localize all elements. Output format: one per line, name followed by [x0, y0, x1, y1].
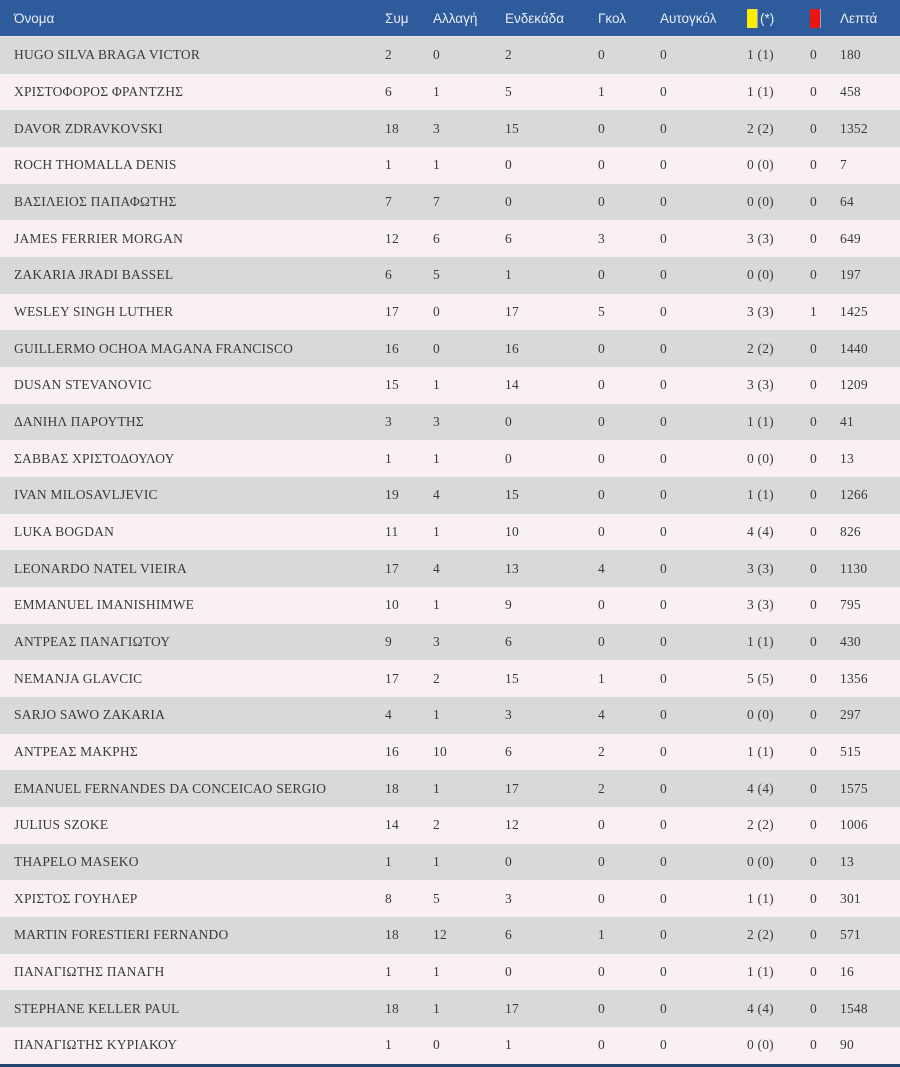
player-name: THAPELO MASEKO	[14, 854, 139, 870]
minutes-value: 430	[840, 634, 861, 650]
player-name: SARJO SAWO ZAKARIA	[14, 707, 166, 723]
appearances-value: 14	[385, 817, 399, 833]
substitution-value: 5	[433, 890, 440, 906]
substitution-value: 3	[433, 120, 440, 136]
substitution-value: 1	[433, 854, 440, 870]
starting-xi-value: 17	[505, 780, 519, 796]
player-name: ΧΡΙΣΤΟΦΟΡΟΣ ΦΡΑΝΤΖΗΣ	[14, 84, 184, 99]
table-row	[0, 770, 900, 807]
player-name: MARTIN FORESTIERI FERNANDO	[14, 927, 229, 943]
table-body	[0, 37, 900, 1064]
substitution-value: 1	[433, 1000, 440, 1016]
starting-xi-value: 15	[505, 120, 519, 136]
minutes-value: 795	[840, 597, 861, 613]
yellow-cards-value: 2 (2)	[747, 927, 774, 943]
minutes-value: 1425	[840, 304, 868, 320]
red-cards-value: 0	[810, 1037, 817, 1053]
minutes-value: 571	[840, 927, 861, 943]
column-header-autogkol: Αυτογκόλ	[660, 10, 717, 26]
player-name: JAMES FERRIER MORGAN	[14, 230, 184, 246]
column-header-yellow-cards	[747, 9, 810, 28]
yellow-cards-value: 1 (1)	[747, 744, 774, 760]
substitution-value: 1	[433, 157, 440, 173]
own-goals-value: 0	[660, 120, 667, 136]
own-goals-value: 0	[660, 230, 667, 246]
column-header-sym: Συμ	[385, 10, 409, 26]
substitution-value: 2	[433, 817, 440, 833]
minutes-value: 458	[840, 84, 861, 99]
yellow-cards-value: 3 (3)	[747, 230, 774, 246]
goals-value: 0	[598, 194, 605, 210]
own-goals-value: 0	[660, 670, 667, 686]
player-name: LUKA BOGDAN	[14, 524, 115, 540]
starting-xi-value: 14	[505, 377, 519, 393]
yellow-cards-value: 0 (0)	[747, 707, 774, 723]
goals-value: 4	[598, 560, 605, 576]
starting-xi-value: 0	[505, 964, 512, 980]
yellow-cards-value: 3 (3)	[747, 560, 774, 576]
minutes-value: 64	[840, 194, 854, 210]
own-goals-value: 0	[660, 780, 667, 796]
yellow-cards-value: 0 (0)	[747, 194, 774, 210]
substitution-value: 1	[433, 964, 440, 980]
column-header-allagi: Αλλαγή	[433, 10, 478, 26]
red-cards-value: 0	[810, 524, 817, 540]
red-cards-value: 0	[810, 84, 817, 99]
player-name: EMMANUEL IMANISHIMWE	[14, 597, 195, 613]
player-name: ΧΡΙΣΤΟΣ ΓΟΥΗΛΕΡ	[14, 890, 138, 906]
minutes-value: 826	[840, 524, 861, 540]
player-name: ZAKARIA JRADI BASSEL	[14, 267, 174, 283]
goals-value: 0	[598, 524, 605, 540]
table-row	[0, 220, 900, 257]
appearances-value: 7	[385, 194, 392, 210]
substitution-value: 1	[433, 780, 440, 796]
minutes-value: 649	[840, 230, 861, 246]
minutes-value: 1352	[840, 120, 868, 136]
yellow-cards-value: 3 (3)	[747, 377, 774, 393]
appearances-value: 16	[385, 340, 399, 356]
appearances-value: 18	[385, 1000, 399, 1016]
column-header-endekada: Ενδεκάδα	[505, 10, 564, 26]
minutes-value: 180	[840, 47, 861, 63]
red-cards-value: 0	[810, 194, 817, 210]
yellow-cards-value: 0 (0)	[747, 267, 774, 283]
minutes-value: 515	[840, 744, 861, 760]
table-row	[0, 294, 900, 331]
appearances-value: 17	[385, 304, 399, 320]
table-row	[0, 587, 900, 624]
starting-xi-value: 0	[505, 414, 512, 430]
table-row	[0, 807, 900, 844]
red-cards-value: 0	[810, 817, 817, 833]
column-header-lepta: Λεπτά	[840, 10, 878, 26]
yellow-cards-value: 4 (4)	[747, 524, 774, 540]
yellow-cards-value: 1 (1)	[747, 890, 774, 906]
minutes-value: 41	[840, 414, 854, 430]
own-goals-value: 0	[660, 560, 667, 576]
starting-xi-value: 0	[505, 854, 512, 870]
starting-xi-value: 3	[505, 890, 512, 906]
starting-xi-value: 1	[505, 1037, 512, 1053]
goals-value: 0	[598, 267, 605, 283]
goals-value: 4	[598, 707, 605, 723]
starting-xi-value: 10	[505, 524, 519, 540]
own-goals-value: 0	[660, 304, 667, 320]
own-goals-value: 0	[660, 1037, 667, 1053]
table-row	[0, 624, 900, 661]
substitution-value: 10	[433, 744, 447, 760]
substitution-value: 0	[433, 1037, 440, 1053]
player-name: ΣΑΒΒΑΣ ΧΡΙΣΤΟΔΟΥΛΟΥ	[14, 450, 175, 466]
own-goals-value: 0	[660, 487, 667, 503]
goals-value: 5	[598, 304, 605, 320]
starting-xi-value: 17	[505, 1000, 519, 1016]
substitution-value: 7	[433, 194, 440, 210]
minutes-value: 197	[840, 267, 861, 283]
appearances-value: 18	[385, 120, 399, 136]
red-cards-value: 0	[810, 1000, 817, 1016]
starting-xi-value: 6	[505, 634, 512, 650]
starting-xi-value: 12	[505, 817, 519, 833]
own-goals-value: 0	[660, 414, 667, 430]
own-goals-value: 0	[660, 597, 667, 613]
starting-xi-value: 17	[505, 304, 519, 320]
substitution-value: 5	[433, 267, 440, 283]
own-goals-value: 0	[660, 450, 667, 466]
appearances-value: 9	[385, 634, 392, 650]
red-cards-value: 0	[810, 47, 817, 63]
column-header-onoma: Όνομα	[14, 10, 55, 26]
table-row	[0, 74, 900, 111]
table-row	[0, 1027, 900, 1064]
yellow-cards-value: 0 (0)	[747, 157, 774, 173]
own-goals-value: 0	[660, 47, 667, 63]
column-header-gkol: Γκολ	[598, 10, 627, 26]
minutes-value: 13	[840, 450, 854, 466]
player-name: DUSAN STEVANOVIC	[14, 377, 152, 393]
starting-xi-value: 9	[505, 597, 512, 613]
starting-xi-value: 6	[505, 927, 512, 943]
goals-value: 0	[598, 47, 605, 63]
yellow-cards-value: 5 (5)	[747, 670, 774, 686]
yellow-cards-value: 0 (0)	[747, 450, 774, 466]
table-row	[0, 440, 900, 477]
appearances-value: 1	[385, 157, 392, 173]
table-row	[0, 110, 900, 147]
red-cards-value: 1	[810, 304, 817, 320]
table-row	[0, 990, 900, 1027]
starting-xi-value: 3	[505, 707, 512, 723]
own-goals-value: 0	[660, 84, 667, 99]
starting-xi-value: 0	[505, 450, 512, 466]
yellow-cards-value: 1 (1)	[747, 84, 774, 99]
appearances-value: 8	[385, 890, 392, 906]
table-row	[0, 844, 900, 881]
yellow-cards-value: 2 (2)	[747, 817, 774, 833]
starting-xi-value: 6	[505, 230, 512, 246]
appearances-value: 15	[385, 377, 399, 393]
player-name: LEONARDO NATEL VIEIRA	[14, 560, 187, 576]
own-goals-value: 0	[660, 927, 667, 943]
substitution-value: 3	[433, 634, 440, 650]
player-name: IVAN MILOSAVLJEVIC	[14, 487, 158, 503]
goals-value: 0	[598, 964, 605, 980]
yellow-cards-value: 1 (1)	[747, 487, 774, 503]
starting-xi-value: 1	[505, 267, 512, 283]
appearances-value: 1	[385, 854, 392, 870]
table-row	[0, 147, 900, 184]
minutes-value: 1548	[840, 1000, 868, 1016]
starting-xi-value: 0	[505, 194, 512, 210]
starting-xi-value: 2	[505, 47, 512, 63]
table-row	[0, 37, 900, 74]
goals-value: 1	[598, 670, 605, 686]
substitution-value: 2	[433, 670, 440, 686]
substitution-value: 4	[433, 560, 440, 576]
substitution-value: 0	[433, 304, 440, 320]
player-name: WESLEY SINGH LUTHER	[14, 304, 174, 320]
substitution-value: 0	[433, 47, 440, 63]
minutes-value: 1130	[840, 560, 868, 576]
red-cards-value: 0	[810, 890, 817, 906]
red-card-icon	[810, 9, 820, 28]
red-cards-value: 0	[810, 267, 817, 283]
yellow-cards-value: 1 (1)	[747, 47, 774, 63]
player-name: HUGO SILVA BRAGA VICTOR	[14, 47, 201, 63]
appearances-value: 1	[385, 964, 392, 980]
goals-value: 0	[598, 890, 605, 906]
substitution-value: 1	[433, 84, 440, 99]
minutes-value: 1575	[840, 780, 868, 796]
goals-value: 0	[598, 157, 605, 173]
player-name: ΑΝΤΡΕΑΣ ΜΑΚΡΗΣ	[14, 744, 138, 760]
starting-xi-value: 5	[505, 84, 512, 99]
substitution-value: 6	[433, 230, 440, 246]
appearances-value: 6	[385, 84, 392, 99]
red-cards-value: 0	[810, 634, 817, 650]
player-name: ΑΝΤΡΕΑΣ ΠΑΝΑΓΙΩΤΟΥ	[14, 634, 171, 650]
yellow-cards-value: 2 (2)	[747, 120, 774, 136]
substitution-value: 1	[433, 524, 440, 540]
player-name: ROCH THOMALLA DENIS	[14, 157, 177, 173]
own-goals-value: 0	[660, 157, 667, 173]
appearances-value: 18	[385, 780, 399, 796]
yellow-cards-value: 1 (1)	[747, 964, 774, 980]
red-cards-value: 0	[810, 377, 817, 393]
goals-value: 0	[598, 597, 605, 613]
goals-value: 0	[598, 377, 605, 393]
own-goals-value: 0	[660, 267, 667, 283]
appearances-value: 19	[385, 487, 399, 503]
yellow-cards-value: 1 (1)	[747, 634, 774, 650]
red-cards-value: 0	[810, 780, 817, 796]
own-goals-value: 0	[660, 890, 667, 906]
goals-value: 3	[598, 230, 605, 246]
own-goals-value: 0	[660, 377, 667, 393]
minutes-value: 1356	[840, 670, 868, 686]
table-row	[0, 404, 900, 441]
yellow-cards-value: 4 (4)	[747, 780, 774, 796]
yellow-cards-value: 0 (0)	[747, 854, 774, 870]
table-header	[0, 0, 900, 37]
table-row	[0, 184, 900, 221]
red-cards-value: 0	[810, 414, 817, 430]
own-goals-value: 0	[660, 964, 667, 980]
minutes-value: 301	[840, 890, 861, 906]
table-row	[0, 917, 900, 954]
minutes-value: 1209	[840, 377, 868, 393]
table-row	[0, 660, 900, 697]
appearances-value: 18	[385, 927, 399, 943]
table-row	[0, 697, 900, 734]
minutes-value: 1266	[840, 487, 868, 503]
appearances-value: 2	[385, 47, 392, 63]
red-cards-value: 0	[810, 340, 817, 356]
column-header-red-cards	[810, 9, 840, 28]
red-cards-value: 0	[810, 670, 817, 686]
appearances-value: 1	[385, 1037, 392, 1053]
goals-value: 0	[598, 817, 605, 833]
goals-value: 0	[598, 854, 605, 870]
table-row	[0, 330, 900, 367]
table-row	[0, 880, 900, 917]
own-goals-value: 0	[660, 817, 667, 833]
table-row	[0, 550, 900, 587]
goals-value: 0	[598, 120, 605, 136]
appearances-value: 10	[385, 597, 399, 613]
table-row	[0, 367, 900, 404]
goals-value: 0	[598, 340, 605, 356]
minutes-value: 90	[840, 1037, 854, 1053]
goals-value: 0	[598, 1000, 605, 1016]
substitution-value: 0	[433, 340, 440, 356]
substitution-value: 3	[433, 414, 440, 430]
player-name: DAVOR ZDRAVKOVSKI	[14, 120, 163, 136]
own-goals-value: 0	[660, 194, 667, 210]
starting-xi-value: 15	[505, 670, 519, 686]
yellow-cards-value: 4 (4)	[747, 1000, 774, 1016]
red-cards-value: 0	[810, 744, 817, 760]
starting-xi-value: 0	[505, 157, 512, 173]
minutes-value: 1006	[840, 817, 868, 833]
yellow-cards-value: 3 (3)	[747, 597, 774, 613]
player-name: NEMANJA GLAVCIC	[14, 670, 143, 686]
substitution-value: 1	[433, 377, 440, 393]
table-row	[0, 734, 900, 771]
table-row	[0, 257, 900, 294]
own-goals-value: 0	[660, 744, 667, 760]
red-cards-value: 0	[810, 597, 817, 613]
own-goals-value: 0	[660, 340, 667, 356]
player-name: ΠΑΝΑΓΙΩΤΗΣ ΠΑΝΑΓΗ	[14, 964, 165, 980]
appearances-value: 1	[385, 450, 392, 466]
yellow-cards-value: 0 (0)	[747, 1037, 774, 1053]
minutes-value: 16	[840, 964, 854, 980]
appearances-value: 11	[385, 524, 399, 540]
yellow-cards-value: 2 (2)	[747, 340, 774, 356]
red-cards-value: 0	[810, 157, 817, 173]
goals-value: 0	[598, 634, 605, 650]
starting-xi-value: 16	[505, 340, 519, 356]
own-goals-value: 0	[660, 634, 667, 650]
own-goals-value: 0	[660, 707, 667, 723]
player-name: ΔΑΝΙΗΛ ΠΑΡΟΥΤΗΣ	[14, 414, 144, 430]
player-name: ΒΑΣΙΛΕΙΟΣ ΠΑΠΑΦΩΤΗΣ	[14, 194, 177, 210]
minutes-value: 7	[840, 157, 847, 173]
substitution-value: 1	[433, 597, 440, 613]
table-row	[0, 477, 900, 514]
substitution-value: 4	[433, 487, 440, 503]
own-goals-value: 0	[660, 854, 667, 870]
red-cards-value: 0	[810, 560, 817, 576]
goals-value: 0	[598, 1037, 605, 1053]
yellow-card-icon	[747, 9, 757, 28]
goals-value: 0	[598, 414, 605, 430]
appearances-value: 6	[385, 267, 392, 283]
own-goals-value: 0	[660, 1000, 667, 1016]
minutes-value: 1440	[840, 340, 868, 356]
player-name: STEPHANE KELLER PAUL	[14, 1000, 180, 1016]
starting-xi-value: 13	[505, 560, 519, 576]
red-cards-value: 0	[810, 120, 817, 136]
table-row	[0, 514, 900, 551]
goals-value: 1	[598, 84, 605, 99]
appearances-value: 12	[385, 230, 399, 246]
red-cards-value: 0	[810, 230, 817, 246]
yellow-cards-value: 3 (3)	[747, 304, 774, 320]
player-name: GUILLERMO OCHOA MAGANA FRANCISCO	[14, 340, 294, 356]
substitution-value: 1	[433, 707, 440, 723]
starting-xi-value: 6	[505, 744, 512, 760]
player-name: JULIUS SZOKE	[14, 817, 109, 833]
yellow-cards-value: 1 (1)	[747, 414, 774, 430]
table-row	[0, 954, 900, 991]
appearances-value: 17	[385, 560, 399, 576]
minutes-value: 297	[840, 707, 861, 723]
starting-xi-value: 15	[505, 487, 519, 503]
goals-value: 0	[598, 487, 605, 503]
goals-value: 0	[598, 450, 605, 466]
yellow-card-asterisk-label: (*)	[760, 10, 775, 26]
player-name: EMANUEL FERNANDES DA CONCEICAO SERGIO	[14, 780, 327, 796]
red-cards-value: 0	[810, 927, 817, 943]
minutes-value: 13	[840, 854, 854, 870]
appearances-value: 17	[385, 670, 399, 686]
substitution-value: 12	[433, 927, 447, 943]
substitution-value: 1	[433, 450, 440, 466]
red-cards-value: 0	[810, 964, 817, 980]
appearances-value: 16	[385, 744, 399, 760]
red-cards-value: 0	[810, 450, 817, 466]
own-goals-value: 0	[660, 524, 667, 540]
goals-value: 1	[598, 927, 605, 943]
appearances-value: 3	[385, 414, 392, 430]
player-name: ΠΑΝΑΓΙΩΤΗΣ ΚΥΡΙΑΚΟΥ	[14, 1037, 178, 1053]
red-cards-value: 0	[810, 707, 817, 723]
red-cards-value: 0	[810, 854, 817, 870]
goals-value: 2	[598, 744, 605, 760]
goals-value: 2	[598, 780, 605, 796]
appearances-value: 4	[385, 707, 392, 723]
red-cards-value: 0	[810, 487, 817, 503]
